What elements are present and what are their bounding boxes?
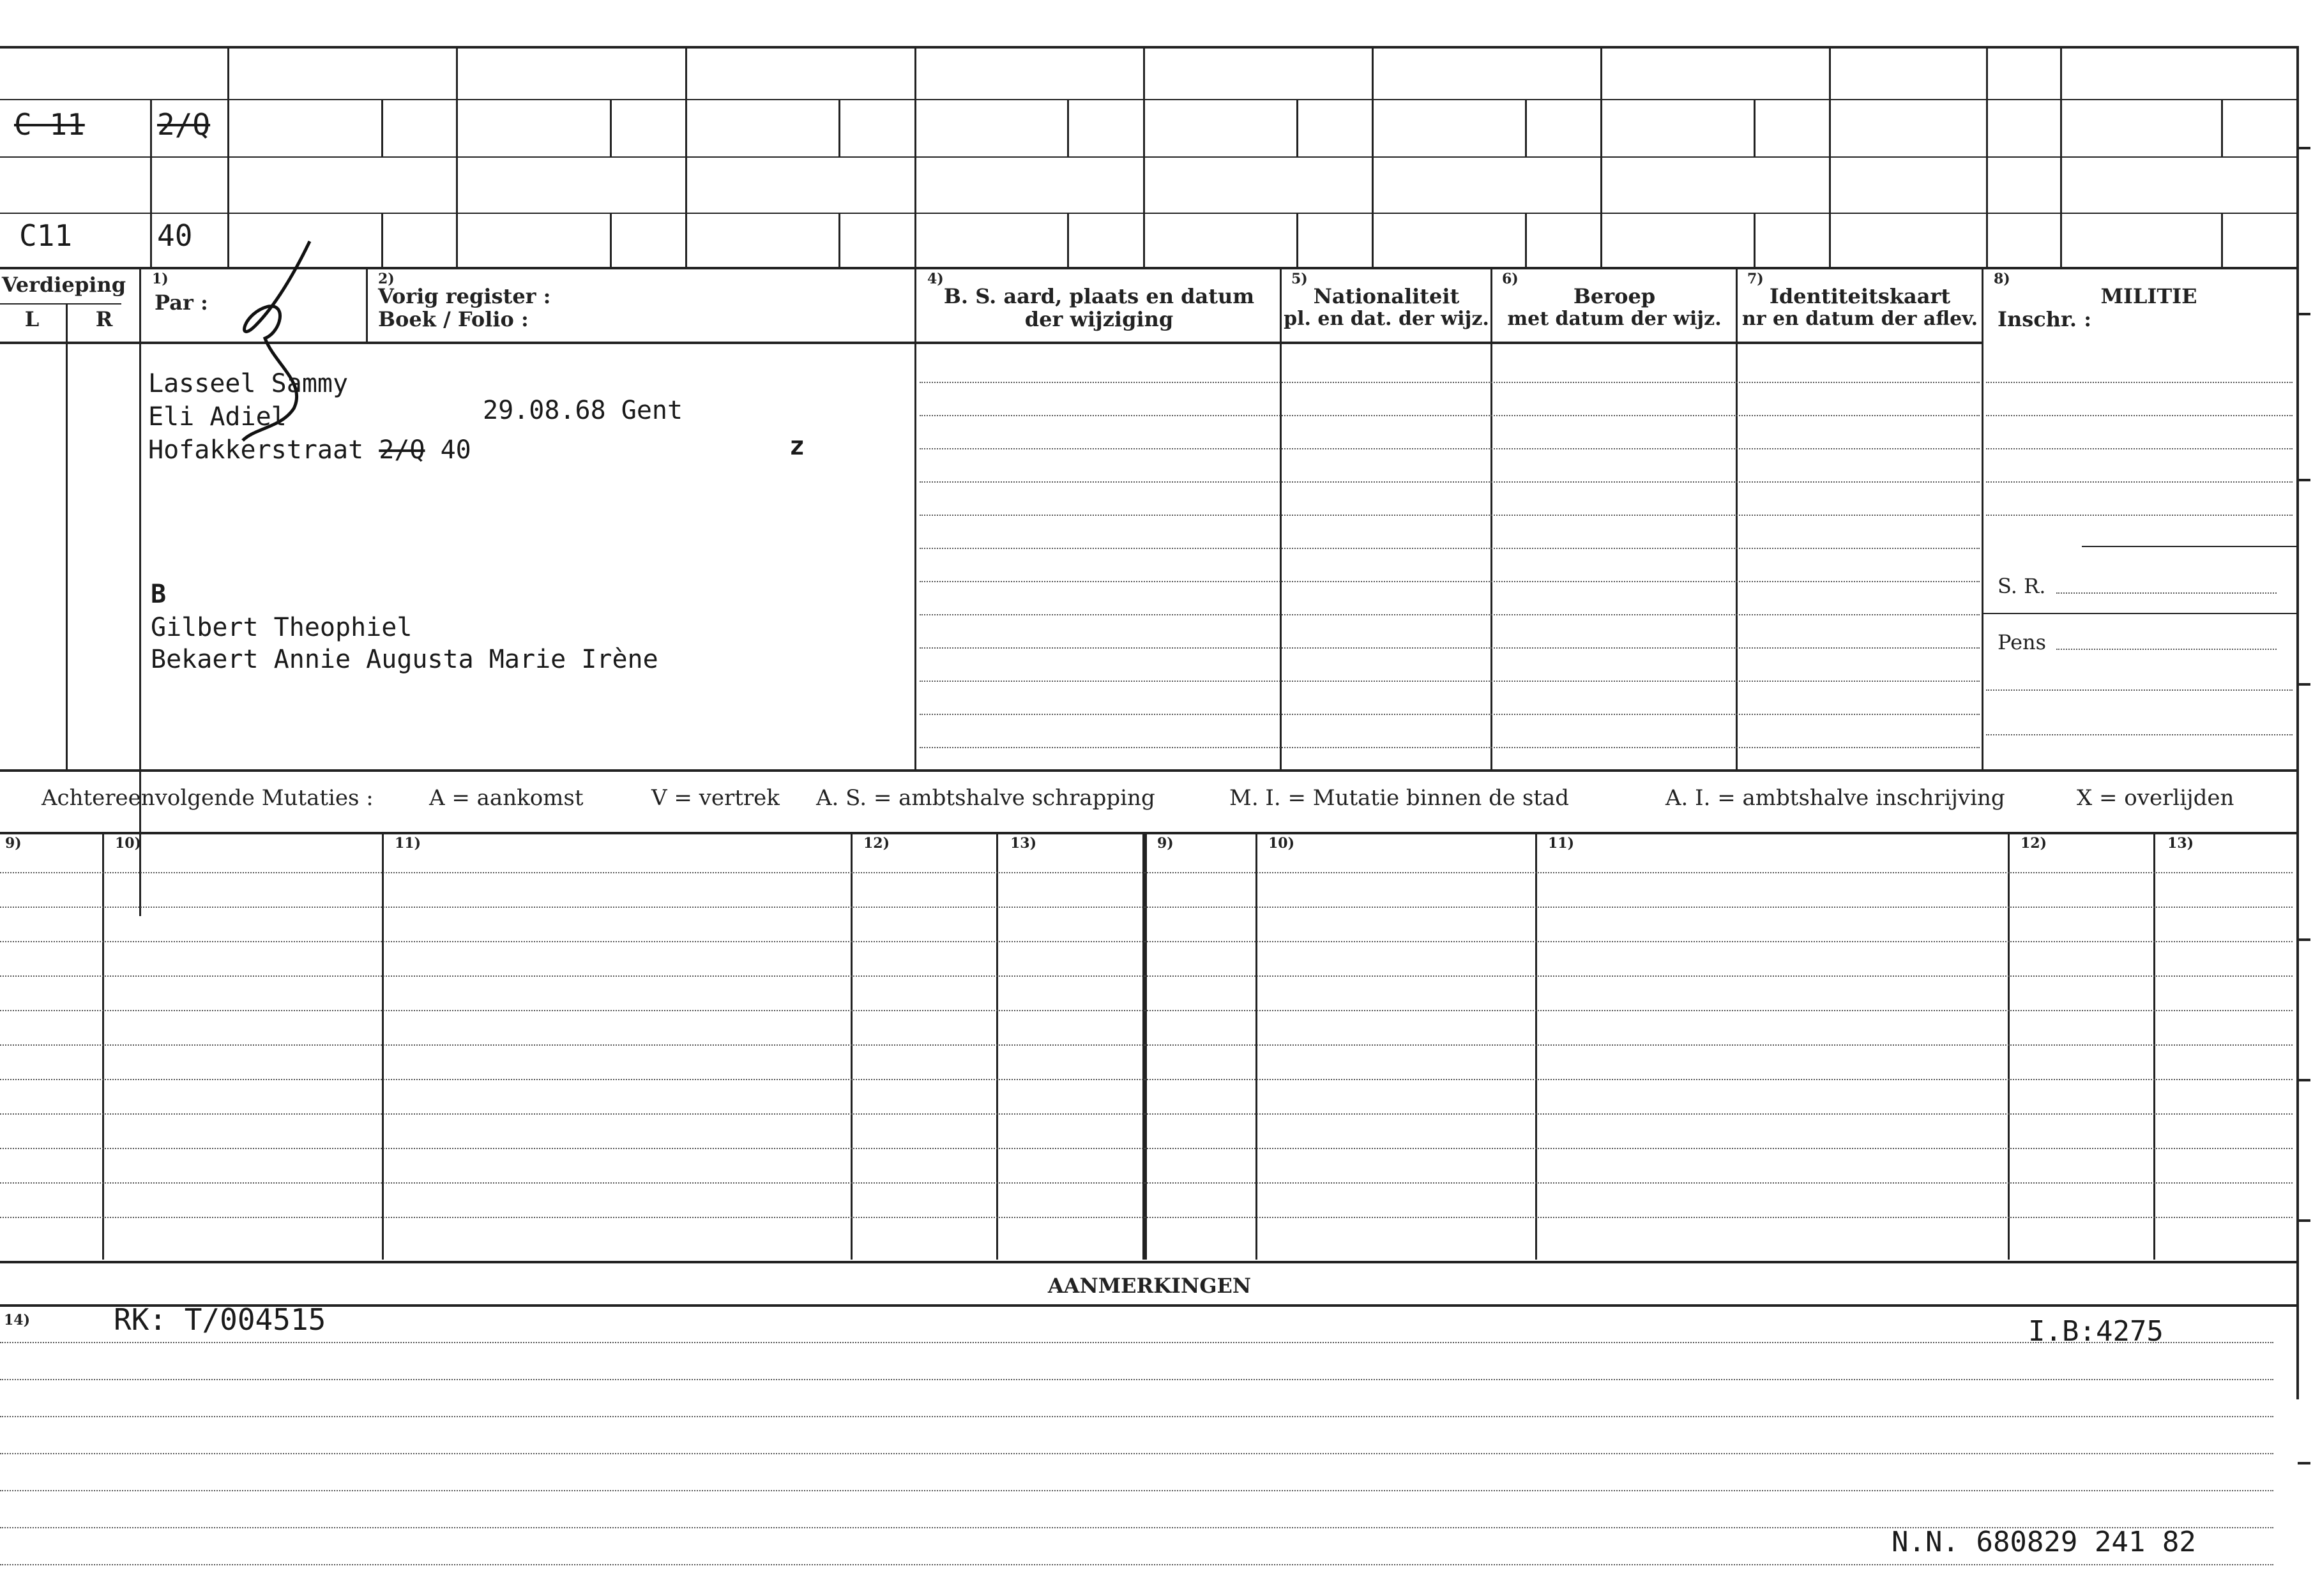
pens-dotted-line [2056,649,2277,650]
col-r-header: R [95,307,113,331]
grid-v [366,268,368,342]
beroep-label-2: met datum der wijz. [1507,308,1722,330]
grid-v [2060,46,2062,267]
grid-line [0,99,2299,100]
father-name: Gilbert Theophiel [151,613,413,642]
beroep-num: 6) [1502,271,1519,287]
grid-v [1255,833,1257,1260]
mut-col-13: 13) [1010,835,1037,852]
grid-v [1280,268,1282,769]
marker-z: z [789,432,805,461]
grid-line [0,267,2299,269]
grid-v [2221,99,2223,156]
grid-v [1829,46,1831,267]
legend-x: X = overlijden [2077,785,2234,811]
grid-v [1982,268,1983,769]
sr-dotted-line [2056,592,2277,594]
grid-line [2082,546,2296,547]
person-name: Lasseel Sammy [148,369,349,398]
remarks-num: 14) [4,1312,31,1329]
militie-label: MILITIE [2100,284,2197,308]
grid-v [139,268,141,916]
grid-v [610,213,612,267]
mut-col-9: 9) [5,835,22,852]
mut-col-12: 12) [863,835,890,852]
bs-label-1: B. S. aard, plaats en datum [943,284,1255,308]
grid-v [2153,833,2155,1260]
par-num: 1) [152,271,169,287]
nat-label-1: Nationaliteit [1313,284,1460,308]
grid-v [1143,46,1145,267]
grid-v [685,46,687,267]
mut-col-11b: 11) [1548,835,1575,852]
beroep-label-1: Beroep [1573,284,1656,308]
mut-col-9b: 9) [1157,835,1174,852]
mut-col-12b: 12) [2021,835,2047,852]
mut-col-11: 11) [395,835,421,852]
grid-v [2221,213,2223,267]
legend-as: A. S. = ambtshalve schrapping [816,785,1155,811]
legend-a: A = aankomst [429,785,584,811]
grid-v [1600,46,1602,267]
inschr-label: Inschr. : [1998,307,2092,331]
grid-v [1754,213,1756,267]
section-line [0,1304,2299,1307]
grid-v [2008,833,2010,1260]
legend-ai: A. I. = ambtshalve inschrijving [1665,785,2005,811]
grid-v [1525,99,1527,156]
grid-line [0,213,2299,214]
grid-v [1372,46,1374,267]
grid-v [1142,833,1147,1260]
grid-v [838,99,840,156]
grid-v [996,833,998,1260]
remarks-rk: RK: T/004515 [114,1302,326,1337]
id-label-2: nr en datum der aflev. [1741,308,1978,330]
remarks-ib: I.B:4275 [2028,1315,2164,1348]
bs-label-2: der wijziging [1024,307,1174,331]
grid-v [1736,268,1738,769]
grid-v [1067,213,1069,267]
nat-num: 5) [1291,271,1308,287]
grid-v [914,268,916,769]
grid-v [1986,46,1988,267]
row1-code: C 11 [14,107,85,142]
legend-title: Achtereenvolgende Mutaties : [42,785,374,811]
letter-b: B [151,580,167,609]
grid-v [838,213,840,267]
row1-number: 2/Q [157,107,211,142]
remarks-title: AANMERKINGEN [1047,1274,1252,1298]
col-l-header: L [24,307,40,331]
grid-v [1525,213,1527,267]
section-line [0,1261,2299,1263]
boek-label: Boek / Folio : [378,307,529,331]
mut-col-10: 10) [115,835,142,852]
person-birth: 29.08.68 Gent [483,396,683,425]
grid-v [1535,833,1537,1260]
grid-v [381,99,383,156]
pens-label: Pens [1998,630,2047,654]
id-num: 7) [1747,271,1764,287]
top-border [0,46,2299,49]
legend-v: V = vertrek [651,785,780,811]
grid-v [227,46,229,267]
grid-v [1754,99,1756,156]
bs-num: 4) [927,271,944,287]
grid-v [381,213,383,267]
grid-v [150,99,152,267]
right-border [2296,46,2299,1399]
person-given-names: Eli Adiel [148,402,287,432]
row2-code: C11 [19,218,73,253]
sr-label: S. R. [1998,574,2046,598]
grid-v [1490,268,1492,769]
grid-v [1296,99,1298,156]
mut-col-10b: 10) [1268,835,1295,852]
grid-v [456,46,458,267]
vorig-label: Vorig register : [378,284,551,308]
grid-v [1296,213,1298,267]
row2-number: 40 [157,218,193,253]
grid-v [610,99,612,156]
vorig-num: 2) [378,271,395,287]
grid-v [382,833,384,1260]
old-number: 2/Q [379,435,425,465]
id-label-1: Identiteitskaart [1769,284,1951,308]
section-line [0,832,2299,834]
new-number: 40 [440,435,471,465]
grid-v [102,833,104,1260]
street: Hofakkerstraat [148,435,364,465]
grid-v [66,303,68,769]
grid-v [851,833,853,1260]
grid-line [0,303,121,305]
verdieping-header: Verdieping [1,273,126,297]
section-line [0,769,2299,772]
remarks-nn: N.N. 680829 241 82 [1892,1526,2196,1558]
mut-col-13b: 13) [2167,835,2194,852]
person-address [148,435,471,465]
grid-line [1983,613,2296,614]
grid-v [914,46,916,267]
grid-v [1067,99,1069,156]
grid-line [0,156,2299,158]
par-label: Par : [155,290,208,315]
legend-mi: M. I. = Mutatie binnen de stad [1229,785,1569,811]
mother-name: Bekaert Annie Augusta Marie Irène [151,645,658,674]
militie-num: 8) [1994,271,2010,287]
nat-label-2: pl. en dat. der wijz. [1284,308,1489,330]
